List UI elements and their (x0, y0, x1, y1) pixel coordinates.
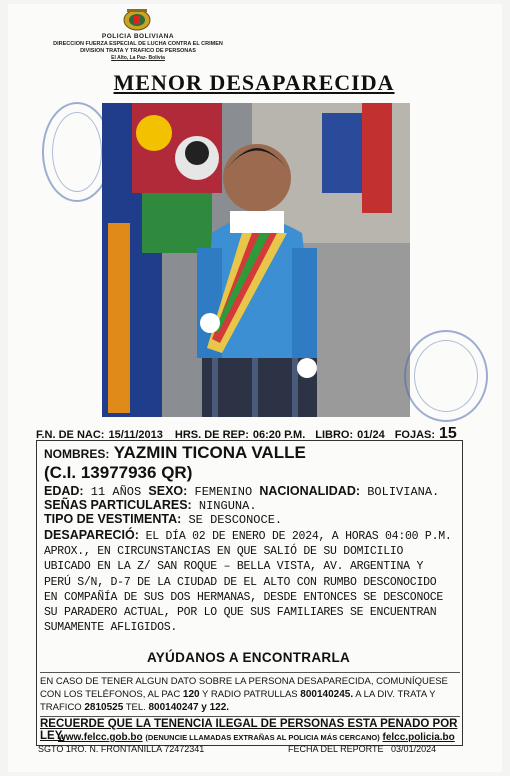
missing-person-photo (102, 103, 410, 417)
contact-text: EN CASO DE TENER ALGUN DATO SOBRE LA PERSONA DESAPARECIDA, COMUNÍQUESE CON LOS TELÉFONOS, AL PAC (40, 676, 448, 700)
telephone-numbers: 800140247 y 122. (148, 702, 230, 713)
report-time-value: 06:20 P.M. (252, 429, 306, 441)
report-time-label: HRS. DE REP: (174, 429, 249, 441)
marks-line (44, 498, 257, 513)
marks-value: NINGUNA. (198, 499, 257, 513)
date-value: 03/01/2024 (391, 744, 437, 754)
disappeared-text: EL DÍA 02 DE ENERO DE 2024, A HORAS 04:00 P.M. APROX., EN CIRCUNSTANCIAS EN QUE SALIÓ DE SU DOMICILIO UBICADO EN LA Z/ SAN ROQUE – BELLA VISTA, AV. ARGENTINA Y PERÚ S/N, D-7 DE LA CIUDAD DE EL ALTO CON RUMBO DESCONOCIDO EN COMPAÑÍA DE SUS DOS HERMANAS, DESDE ENTONCES SE DESCONOCE SU PARADERO ACTUAL, POR LO QUE SUS FAMILIARES SE ENCUENTRAN SUMAMENTE AFLIGIDOS. (44, 530, 452, 635)
poster-title: MENOR DESAPARECIDA (113, 70, 395, 95)
folio-label: FOJAS: (394, 429, 436, 441)
header-institution: POLICIA BOLIVIANA (101, 33, 175, 40)
book-value: 01/24 (357, 429, 385, 441)
clothing-label: TIPO DE VESTIMENTA: (44, 512, 182, 526)
web-contacts (58, 732, 455, 743)
date-label: FECHA DEL REPORTE (288, 744, 384, 754)
age-value: 11 AÑOS (90, 485, 142, 499)
nationality-label: NACIONALIDAD: (259, 484, 361, 498)
report-note: (DENUNCIE LLAMADAS EXTRAÑAS AL POLICIA MÁS CERCANO) (145, 733, 380, 742)
contact-text: TEL. (123, 702, 149, 713)
header-directorate: DIRECCION FUERZA ESPECIAL DE LUCHA CONTRA EL CRIMEN (53, 41, 223, 47)
help-heading: AYÚDANOS A ENCONTRARLA (146, 650, 351, 665)
dob-label: F.N. DE NAC: (36, 429, 105, 441)
header-division: DIVISION TRATA Y TRAFICO DE PERSONAS (80, 48, 196, 54)
person-id: (C.I. 13977936 QR) (44, 463, 193, 482)
book-label: LIBRO: (315, 429, 354, 441)
name-value: YAZMIN TICONA VALLE (113, 443, 306, 462)
division-phone: 2810525 (84, 702, 124, 713)
report-date (288, 744, 436, 754)
contact-text: Y RADIO PATRULLAS (199, 689, 301, 700)
disappearance-paragraph (44, 528, 454, 635)
website-link-1[interactable]: www.felcc.gob.bo (58, 732, 143, 743)
officer-signature: SGTO 1RO. N. FRONTANILLA 72472341 (38, 744, 205, 754)
contact-info (40, 672, 460, 714)
dob-value: 15/11/2013 (108, 429, 163, 441)
clothing-value: SE DESCONOCE. (188, 513, 283, 527)
folio-value: 15 (439, 425, 457, 442)
radio-patrol-number: 800140245. (300, 689, 354, 700)
person-name (44, 443, 306, 463)
police-emblem-icon (122, 8, 152, 32)
contact-text: A LA DIV. TRATA Y TRAFICO (40, 689, 436, 713)
age-label: EDAD: (44, 484, 84, 498)
website-link-2[interactable]: felcc.policia.bo (382, 732, 455, 743)
marks-label: SEÑAS PARTICULARES: (44, 498, 192, 512)
legal-warning: RECUERDE QUE LA TENENCIA ILEGAL DE PERSONAS ESTA PENADO POR LEY. (40, 716, 460, 742)
clothing-line (44, 512, 282, 527)
sex-value: FEMENINO (194, 485, 253, 499)
header-location: El Alto, La Paz- Bolivia (111, 55, 165, 61)
disappeared-label: DESAPARECIÓ: (44, 528, 139, 542)
age-sex-nationality-line (44, 484, 439, 499)
stamp-seal-right (404, 330, 488, 422)
names-label: NOMBRES: (44, 447, 110, 461)
nationality-value: BOLIVIANA. (367, 485, 440, 499)
pac-number: 120 (182, 689, 200, 700)
sex-label: SEXO: (148, 484, 188, 498)
